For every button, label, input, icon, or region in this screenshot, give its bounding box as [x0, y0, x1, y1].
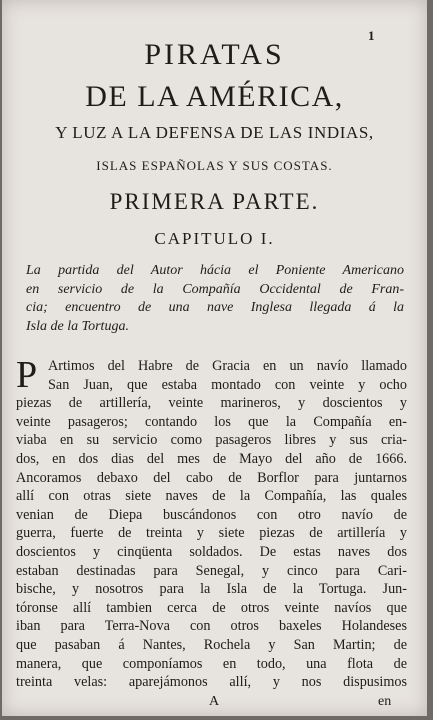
- drop-cap: P: [16, 354, 38, 396]
- body-line: San Juan, que estaba montado con veinte y ocho: [48, 376, 407, 393]
- summary-line: La partida del Autor hácia el Poniente Americano: [26, 263, 404, 278]
- body-line: bische, y nosotros para la Isla de la Tortuga. Jun-: [16, 581, 407, 598]
- book-page: [2, 0, 427, 716]
- body-line: venian de Diepa buscándonos con otro navío de: [16, 506, 407, 523]
- title-line-3: Y LUZ A LA DEFENSA DE LAS INDIAS,: [55, 123, 374, 142]
- signature-mark: A: [209, 694, 220, 709]
- catchword: en: [378, 694, 392, 709]
- body-line: iban para Terra-Nova con otros baxeles Holandeses: [16, 618, 407, 635]
- body-line: viaba en su servicio como pasageros libres y sus cria-: [16, 432, 407, 449]
- body-line: estaban destinadas para Senegal, y cinco para Cari-: [16, 562, 407, 579]
- body-line: doscientos y cinqüenta soldados. De estas naves dos: [16, 543, 407, 560]
- body-line: dos, en dos dias del mes de Mayo del año de 1666.: [16, 450, 407, 467]
- page-number: 1: [368, 28, 375, 43]
- body-line: guerra, fuerte de treinta y siete piezas de artillería y: [16, 525, 407, 542]
- chapter-summary: [26, 262, 404, 336]
- body-line: manera, que componíamos en todo, una flota de: [16, 655, 407, 672]
- summary-line: cia; encuentro de una nave Inglesa llegada á la: [26, 300, 404, 315]
- body-line: Ancoramos debaxo del cabo de Borflor para juntarnos: [16, 469, 407, 486]
- body-line: treinta velas: aparejámonos allí, y nos dispusimos: [16, 674, 407, 691]
- body-line: allí con otras siete naves de la Compañía, las quales: [16, 488, 407, 505]
- title-line-1: PIRATAS: [144, 38, 285, 71]
- summary-line: Isla de la Tortuga.: [26, 318, 129, 334]
- part-heading: PRIMERA PARTE.: [109, 189, 320, 214]
- body-line: tóronse allí tambien cerca de otros veinte navíos que: [16, 599, 407, 616]
- title-line-4: ISLAS ESPAÑOLAS Y SUS COSTAS.: [96, 158, 333, 173]
- chapter-heading: CAPITULO I.: [154, 229, 275, 248]
- body-line: que pasaban á Nantes, Rochela y San Martin; de: [16, 636, 407, 653]
- body-line: piezas de artillería, veinte marineros, y doscientos y: [16, 395, 407, 412]
- summary-line: en servicio de la Compañía Occidental de Fran-: [26, 281, 404, 297]
- body-line: veinte pasageros; contando los que la Compañía en-: [16, 413, 407, 430]
- body-line: Artimos del Habre de Gracia en un navío llamado: [48, 358, 407, 374]
- body-text: [16, 354, 407, 692]
- title-line-2: DE LA AMÉRICA,: [85, 80, 344, 113]
